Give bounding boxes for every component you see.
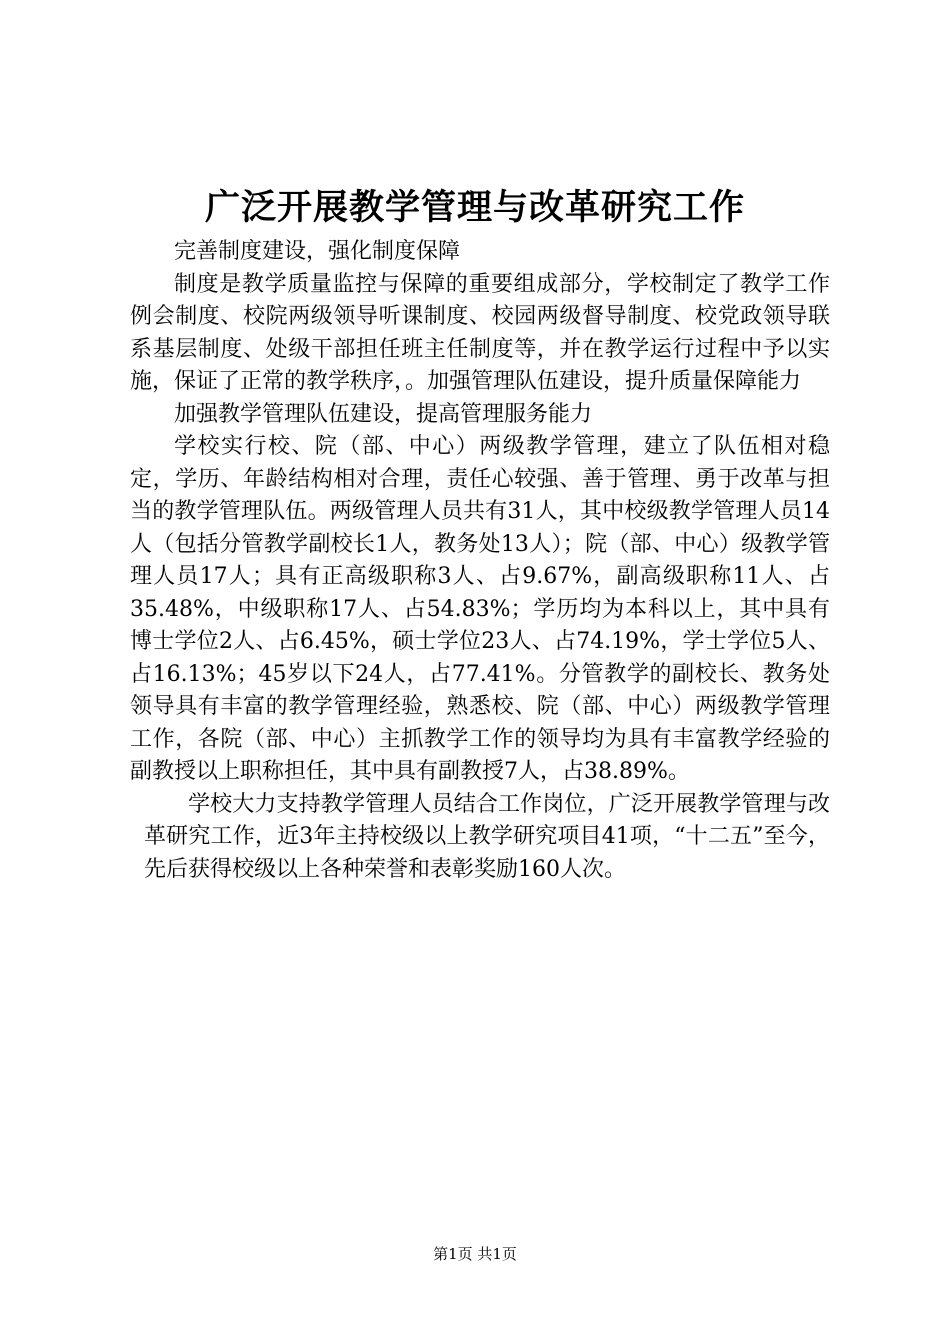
section-heading-team: 加强教学管理队伍建设，提高管理服务能力 — [174, 401, 593, 427]
paragraph-team-details: 学校实行校、院（部、中心）两级教学管理，建立了队伍相对稳定，学历、年龄结构相对合理，责任心较强、善于管理、勇于改革与担当的教学管理队伍。两级管理人员共有31人，其中校级教学管理人员14人（包括分管教学副校长1人，教务处13人）；院（部、中心）级教学管理人员17人；具有正高级职称3人、占9.67%，副高级职称11人、占35.48%，中级职称17人、占54.83%；学历均为本科以上，其中具有博士学位2人、占6.45%，硕士学位23人、占74.19%，学士学位5人、占16.13%；45岁以下24人，占77.41%。分管教学的副校长、教务处领导具有丰富的教学管理经验，熟悉校、院（部、中心）两级教学管理工作，各院（部、中心）主抓教学工作的领导均为具有丰富教学经验的副教授以上职称担任，其中具有副教授7人，占38.89%。 — [130, 434, 830, 784]
section-heading-system: 完善制度建设，强化制度保障 — [174, 239, 461, 264]
paragraph-research-work: 学校大力支持教学管理人员结合工作岗位，广泛开展教学管理与改革研究工作，近3年主持校级以上教学研究项目41项，“十二五”至今，先后获得校级以上各种荣誉和表彰奖励160人次。 — [144, 791, 830, 882]
page-footer: 第1页 共1页 — [433, 1245, 517, 1263]
document-body — [130, 236, 830, 886]
paragraph-system-details: 制度是教学质量监控与保障的重要组成部分，学校制定了教学工作例会制度、校院两级领导听课制度、校园两级督导制度、校党政领导联系基层制度、处级干部担任班主任制度等，并在教学运行过程中予以实施，保证了正常的教学秩序，。加强管理队伍建设，提升质量保障能力 — [130, 271, 830, 394]
document-title: 广泛开展教学管理与改革研究工作 — [204, 187, 745, 228]
